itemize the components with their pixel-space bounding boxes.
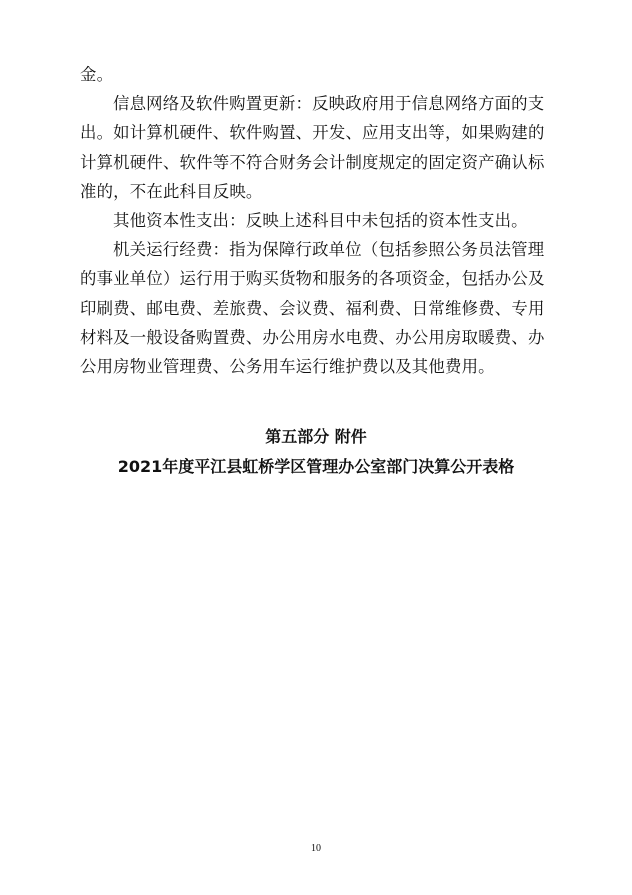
paragraph-continuation: 金。 — [80, 65, 114, 84]
paragraph-operating-expenses: 机关运行经费：指为保障行政单位（包括参照公务员法管理的事业单位）运行用于购买货物和服务的各项资金，包括办公及印刷费、邮电费、差旅费、会议费、福利费、日常维修费、专用材料及一般设备购置费、办公用房水电费、办公用房取暖费、办公用房物业管理费、公务用车运行维护费以及其他费用。 — [80, 240, 545, 377]
page-number: 10 — [311, 843, 321, 854]
section-subtitle: 2021年度平江县虹桥学区管理办公室部门决算公开表格 — [117, 457, 515, 476]
paragraph-info-network: 信息网络及软件购置更新：反映政府用于信息网络方面的支出。如计算机硬件、软件购置、开发、应用支出等，如果购建的计算机硬件、软件等不符合财务会计制度规定的固定资产确认标准的，不在此科目反映。 — [80, 94, 545, 201]
section-title: 第五部分 附件 — [265, 427, 367, 446]
paragraph-other-capital: 其他资本性支出：反映上述科目中未包括的资本性支出。 — [113, 211, 528, 231]
body-text — [80, 60, 558, 381]
